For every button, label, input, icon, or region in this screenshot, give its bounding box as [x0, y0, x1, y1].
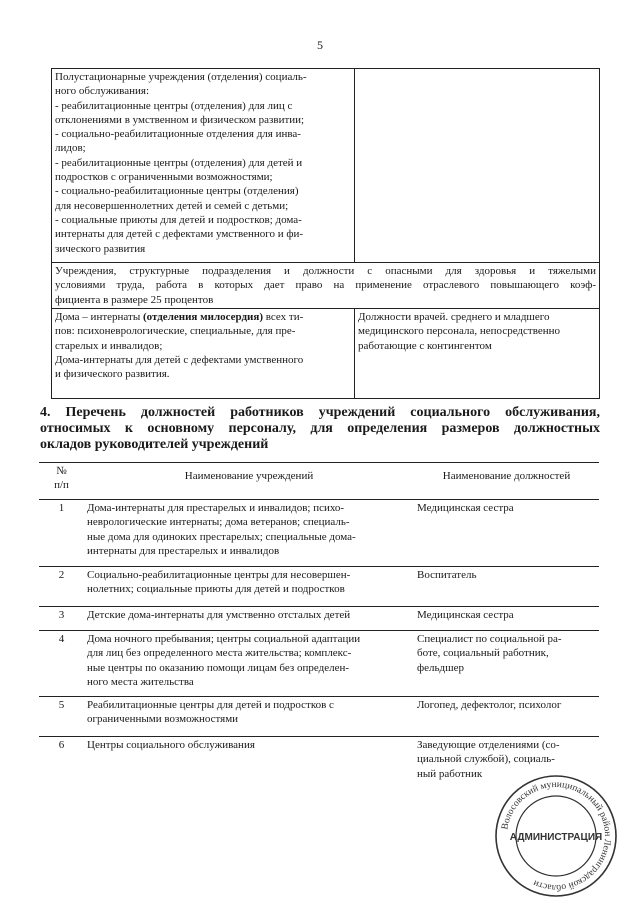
page-number: 5: [317, 38, 323, 52]
table-row: 1 Дома-интернаты для престарелых и инвалидов; психо- неврологические интернаты; дома ветеранов; специаль- ные дома для одиноких престарелых; специальные дома- интернаты для престарелых и инвалидов Медицинская сестра: [39, 500, 599, 567]
hazard-conditions-cell: Учреждения, структурные подразделения и должности с опасными для здоровья и тяжелыми условиями труда, работа в которых дает право на применение отраслевого повышающего коэф- фициента в размере 25 процентов: [52, 263, 600, 309]
col-header-institution: Наименование учреждений: [84, 463, 414, 500]
col-header-number: № п/п: [39, 463, 84, 500]
semi-stationary-cell: Полустационарные учреждения (отделения) социаль- ного обслуживания: - реабилитационные центры (отделения) для лиц с отклонениями в умственном и физическом развитии; - социально-реабилитационные отделения для инва- лидов; - реабилитационные центры (отделения) для детей и подростков с ограниченными возможностями; - социально-реабилитационные центры (отделения) для несовершеннолетних детей и семей с детьми; - социальные приюты для детей и подростков; дома- интернаты для детей с дефектами умственного и фи- зического развития: [52, 69, 355, 263]
boarding-homes-cell: Дома – интернаты (отделения милосердия) всех ти- пов: психоневрологические, специальные, для пре- старелых и инвалидов; Дома-интернаты для детей с дефектами умственного и физического развития.: [52, 309, 355, 399]
table-row: [52, 69, 600, 263]
medical-staff-cell: Должности врачей. среднего и младшего медицинского персонала, непосредственно работающие с контингентом: [355, 309, 600, 399]
empty-cell: [355, 69, 600, 263]
table-row: 4 Дома ночного пребывания; центры социальной адаптации для лиц без определенного места жительства; комплекс- ные центры по оказанию помощи лицам без определен- ного места жительства Специалист по социальной ра- боте, социальный работник, фельдшер: [39, 631, 599, 697]
table-row: 3 Детские дома-интернаты для умственно отсталых детей Медицинская сестра: [39, 607, 599, 631]
table-row: [52, 309, 600, 399]
seal-ring-text: Волосовский муниципальный район Ленинградской области: [500, 779, 613, 893]
seal-center-text: АДМИНИСТРАЦИЯ: [509, 832, 603, 843]
coefficient-table: [51, 68, 600, 399]
col-header-position: Наименование должностей: [414, 463, 599, 500]
table-row: 2 Социально-реабилитационные центры для несовершен- нолетних; социальные приюты для детей и подростков Воспитатель: [39, 567, 599, 607]
table-row: [52, 263, 600, 309]
table-row: 6 Центры социального обслуживания Заведующие отделениями (со- циальной службой), социаль- ный работник: [39, 737, 599, 789]
section-4-heading: 4. Перечень должностей работников учреждений социального обслуживания, относимых к основному персоналу, для определения размеров должностных окладов руководителей учреждений: [40, 405, 600, 452]
table-row: 5 Реабилитационные центры для детей и подростков с ограниченными возможностями Логопед, дефектолог, психолог: [39, 697, 599, 737]
table-header-row: [39, 463, 599, 500]
positions-table: [39, 462, 599, 789]
administration-seal: [493, 773, 619, 899]
